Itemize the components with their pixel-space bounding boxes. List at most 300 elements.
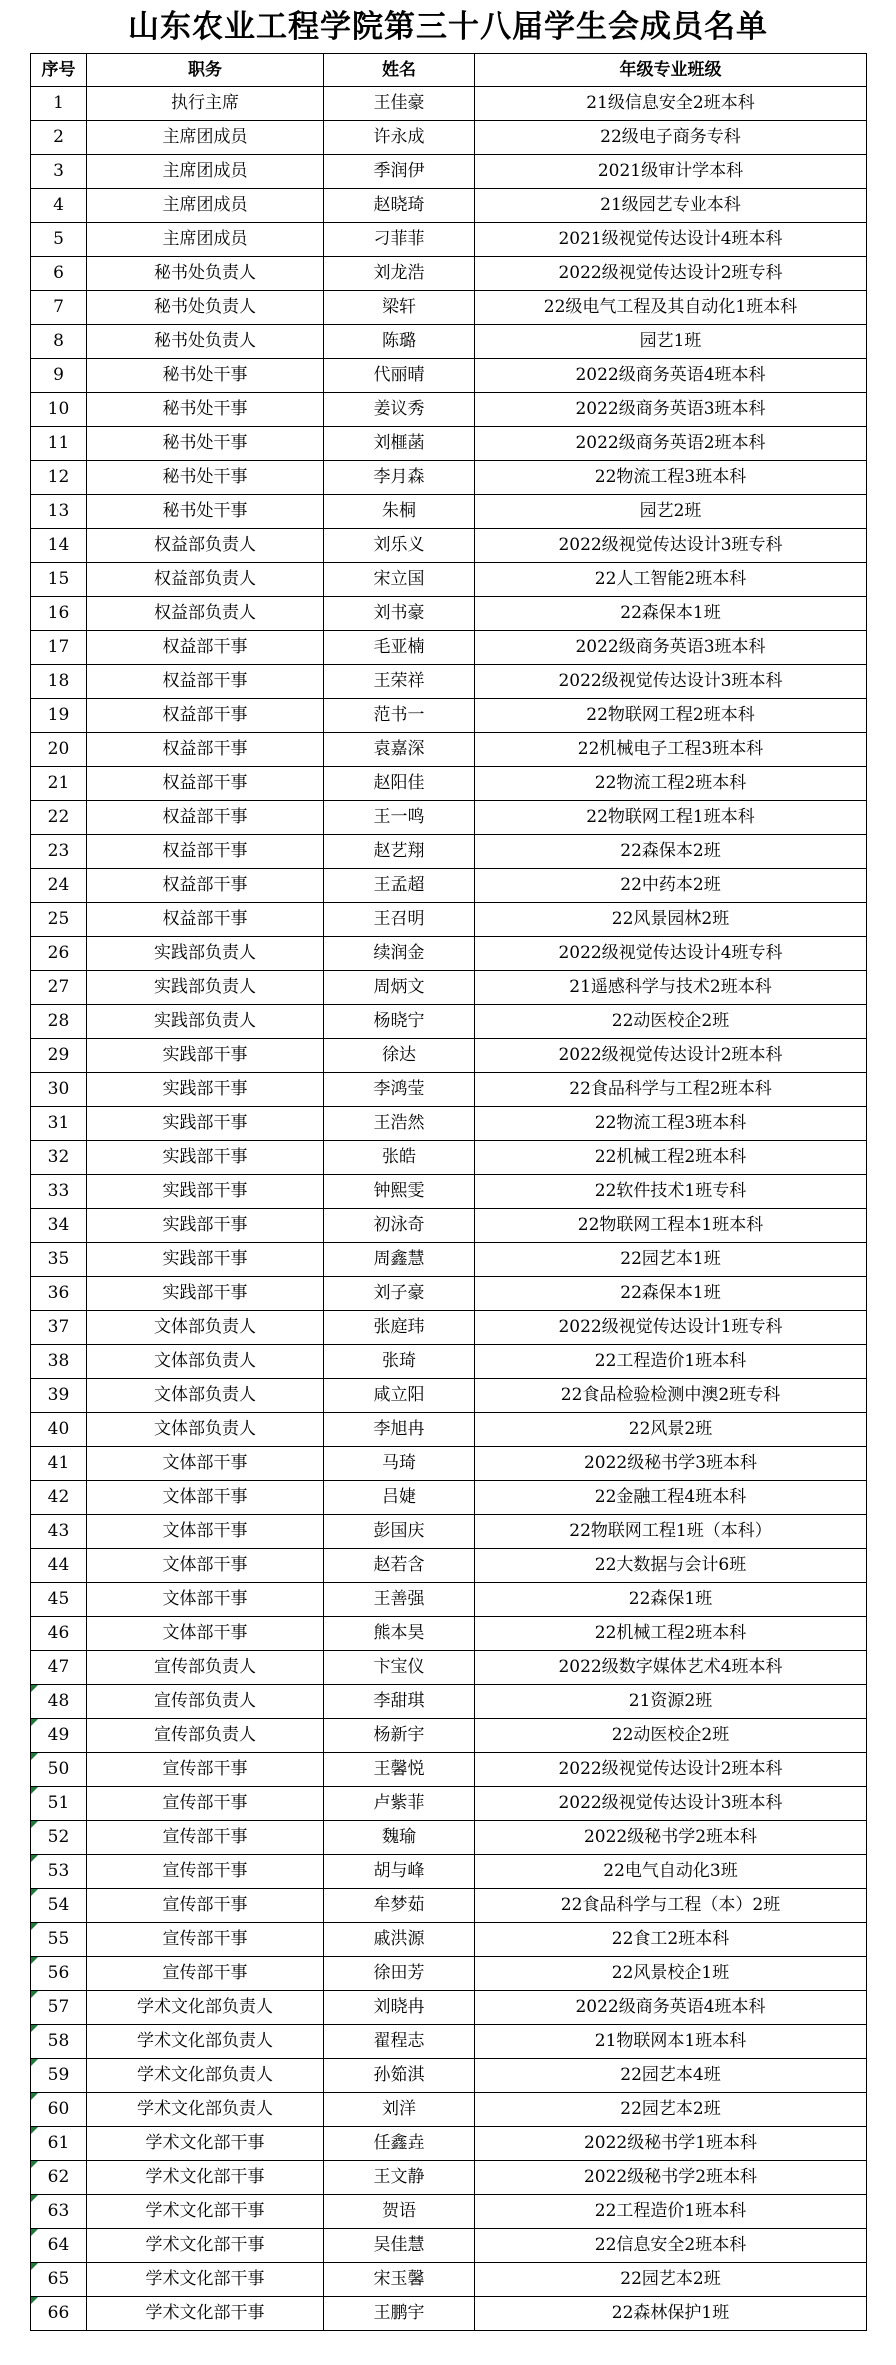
- row-number: 9: [31, 359, 87, 393]
- table-row: [31, 971, 867, 1005]
- row-name: 朱桐: [324, 495, 475, 529]
- row-class: 22机械电子工程3班本科: [475, 733, 867, 767]
- table-row: [31, 461, 867, 495]
- table-row: [31, 1311, 867, 1345]
- row-number: 49: [31, 1719, 87, 1753]
- row-name: 张皓: [324, 1141, 475, 1175]
- table-row: [31, 2195, 867, 2229]
- row-number: 42: [31, 1481, 87, 1515]
- row-class: 22风景园林2班: [475, 903, 867, 937]
- row-class: 2022级视觉传达设计3班专科: [475, 529, 867, 563]
- row-class: 22森保本1班: [475, 1277, 867, 1311]
- row-number: 4: [31, 189, 87, 223]
- row-position: 权益部干事: [87, 869, 324, 903]
- row-number: 28: [31, 1005, 87, 1039]
- row-name: 续润金: [324, 937, 475, 971]
- row-number: 57: [31, 1991, 87, 2025]
- row-name: 熊本昊: [324, 1617, 475, 1651]
- row-number: 14: [31, 529, 87, 563]
- row-number: 44: [31, 1549, 87, 1583]
- table-row: [31, 2025, 867, 2059]
- row-number: 33: [31, 1175, 87, 1209]
- table-row: [31, 155, 867, 189]
- row-class: 2022级商务英语3班本科: [475, 393, 867, 427]
- header-class: 年级专业班级: [475, 54, 867, 87]
- row-position: 实践部负责人: [87, 937, 324, 971]
- row-class: 22信息安全2班本科: [475, 2229, 867, 2263]
- table-row: [31, 835, 867, 869]
- table-row: [31, 1005, 867, 1039]
- row-position: 学术文化部负责人: [87, 2093, 324, 2127]
- row-name: 王佳豪: [324, 87, 475, 121]
- row-name: 孙筎淇: [324, 2059, 475, 2093]
- table-row: [31, 2093, 867, 2127]
- row-position: 实践部干事: [87, 1209, 324, 1243]
- row-position: 实践部干事: [87, 1175, 324, 1209]
- row-name: 卢紫菲: [324, 1787, 475, 1821]
- row-class: 22风景校企1班: [475, 1957, 867, 1991]
- row-number: 12: [31, 461, 87, 495]
- row-number: 2: [31, 121, 87, 155]
- row-position: 学术文化部干事: [87, 2297, 324, 2331]
- row-name: 初泳奇: [324, 1209, 475, 1243]
- table-row: [31, 937, 867, 971]
- row-class: 22食品科学与工程2班本科: [475, 1073, 867, 1107]
- row-class: 22中药本2班: [475, 869, 867, 903]
- member-table: [30, 53, 867, 2331]
- row-name: 刘晓冉: [324, 1991, 475, 2025]
- row-number: 16: [31, 597, 87, 631]
- row-position: 学术文化部负责人: [87, 2059, 324, 2093]
- row-name: 王孟超: [324, 869, 475, 903]
- row-position: 权益部干事: [87, 835, 324, 869]
- row-name: 王浩然: [324, 1107, 475, 1141]
- row-class: 22动医校企2班: [475, 1005, 867, 1039]
- row-position: 秘书处干事: [87, 427, 324, 461]
- row-name: 刁菲菲: [324, 223, 475, 257]
- row-name: 毛亚楠: [324, 631, 475, 665]
- row-class: 2022级商务英语2班本科: [475, 427, 867, 461]
- row-position: 主席团成员: [87, 155, 324, 189]
- row-position: 宣传部干事: [87, 1753, 324, 1787]
- table-row: [31, 767, 867, 801]
- row-number: 13: [31, 495, 87, 529]
- row-number: 50: [31, 1753, 87, 1787]
- row-number: 35: [31, 1243, 87, 1277]
- row-position: 秘书处干事: [87, 495, 324, 529]
- row-position: 权益部负责人: [87, 529, 324, 563]
- row-number: 39: [31, 1379, 87, 1413]
- table-row: [31, 1481, 867, 1515]
- row-position: 主席团成员: [87, 223, 324, 257]
- row-class: 2022级秘书学3班本科: [475, 1447, 867, 1481]
- document-title: 山东农业工程学院第三十八届学生会成员名单: [128, 9, 768, 45]
- row-number: 37: [31, 1311, 87, 1345]
- row-number: 61: [31, 2127, 87, 2161]
- header-position: 职务: [87, 54, 324, 87]
- row-class: 22大数据与会计6班: [475, 1549, 867, 1583]
- row-position: 宣传部干事: [87, 1957, 324, 1991]
- row-position: 文体部负责人: [87, 1379, 324, 1413]
- row-position: 学术文化部负责人: [87, 1991, 324, 2025]
- row-class: 2022级秘书学1班本科: [475, 2127, 867, 2161]
- row-position: 主席团成员: [87, 189, 324, 223]
- row-class: 2022级商务英语4班本科: [475, 359, 867, 393]
- row-class: 2022级视觉传达设计1班专科: [475, 1311, 867, 1345]
- row-number: 53: [31, 1855, 87, 1889]
- row-position: 文体部负责人: [87, 1413, 324, 1447]
- row-position: 秘书处干事: [87, 461, 324, 495]
- row-position: 实践部干事: [87, 1141, 324, 1175]
- row-number: 11: [31, 427, 87, 461]
- row-position: 权益部干事: [87, 903, 324, 937]
- row-number: 66: [31, 2297, 87, 2331]
- row-class: 22物联网工程2班本科: [475, 699, 867, 733]
- row-class: 22物流工程2班本科: [475, 767, 867, 801]
- table-row: [31, 2127, 867, 2161]
- table-row: [31, 121, 867, 155]
- row-name: 王善强: [324, 1583, 475, 1617]
- row-name: 徐田芳: [324, 1957, 475, 1991]
- row-name: 吕婕: [324, 1481, 475, 1515]
- row-number: 38: [31, 1345, 87, 1379]
- row-class: 22动医校企2班: [475, 1719, 867, 1753]
- row-class: 2021级审计学本科: [475, 155, 867, 189]
- row-class: 22食品检验检测中澳2班专科: [475, 1379, 867, 1413]
- row-position: 宣传部干事: [87, 1821, 324, 1855]
- row-position: 实践部负责人: [87, 971, 324, 1005]
- row-name: 赵阳佳: [324, 767, 475, 801]
- row-class: 22机械工程2班本科: [475, 1617, 867, 1651]
- row-number: 62: [31, 2161, 87, 2195]
- row-class: 22园艺本2班: [475, 2263, 867, 2297]
- table-row: [31, 223, 867, 257]
- row-number: 34: [31, 1209, 87, 1243]
- table-row: [31, 1583, 867, 1617]
- row-number: 48: [31, 1685, 87, 1719]
- table-row: [31, 1141, 867, 1175]
- row-name: 陈璐: [324, 325, 475, 359]
- row-class: 2022级视觉传达设计2班本科: [475, 1039, 867, 1073]
- table-row: [31, 1685, 867, 1719]
- row-number: 43: [31, 1515, 87, 1549]
- row-class: 2022级视觉传达设计3班本科: [475, 665, 867, 699]
- row-name: 杨新宇: [324, 1719, 475, 1753]
- row-position: 文体部干事: [87, 1447, 324, 1481]
- row-class: 22森保本1班: [475, 597, 867, 631]
- row-name: 刘洋: [324, 2093, 475, 2127]
- row-position: 权益部干事: [87, 767, 324, 801]
- row-number: 26: [31, 937, 87, 971]
- row-class: 22电气自动化3班: [475, 1855, 867, 1889]
- table-row: [31, 665, 867, 699]
- table-row: [31, 1515, 867, 1549]
- row-class: 22森林保护1班: [475, 2297, 867, 2331]
- row-name: 刘子豪: [324, 1277, 475, 1311]
- table-row: [31, 2263, 867, 2297]
- row-number: 65: [31, 2263, 87, 2297]
- table-row: [31, 1107, 867, 1141]
- table-row: [31, 801, 867, 835]
- row-number: 18: [31, 665, 87, 699]
- row-position: 学术文化部干事: [87, 2229, 324, 2263]
- row-name: 徐达: [324, 1039, 475, 1073]
- row-class: 2022级数字媒体艺术4班本科: [475, 1651, 867, 1685]
- row-class: 22物联网工程1班本科: [475, 801, 867, 835]
- row-number: 63: [31, 2195, 87, 2229]
- row-name: 许永成: [324, 121, 475, 155]
- table-row: [31, 631, 867, 665]
- row-class: 21物联网本1班本科: [475, 2025, 867, 2059]
- row-position: 秘书处干事: [87, 359, 324, 393]
- row-position: 文体部干事: [87, 1549, 324, 1583]
- row-position: 学术文化部负责人: [87, 2025, 324, 2059]
- row-class: 21级园艺专业本科: [475, 189, 867, 223]
- row-class: 2021级视觉传达设计4班本科: [475, 223, 867, 257]
- row-name: 赵晓琦: [324, 189, 475, 223]
- row-class: 2022级秘书学2班本科: [475, 2161, 867, 2195]
- row-number: 51: [31, 1787, 87, 1821]
- row-position: 宣传部干事: [87, 1787, 324, 1821]
- row-number: 41: [31, 1447, 87, 1481]
- table-row: [31, 1889, 867, 1923]
- table-row: [31, 1549, 867, 1583]
- row-class: 22森保1班: [475, 1583, 867, 1617]
- row-number: 59: [31, 2059, 87, 2093]
- row-number: 24: [31, 869, 87, 903]
- row-position: 宣传部干事: [87, 1855, 324, 1889]
- row-name: 牟梦茹: [324, 1889, 475, 1923]
- row-name: 彭国庆: [324, 1515, 475, 1549]
- table-row: [31, 2059, 867, 2093]
- row-number: 46: [31, 1617, 87, 1651]
- row-name: 袁嘉深: [324, 733, 475, 767]
- row-name: 咸立阳: [324, 1379, 475, 1413]
- row-number: 27: [31, 971, 87, 1005]
- row-name: 翟程志: [324, 2025, 475, 2059]
- row-name: 李月森: [324, 461, 475, 495]
- row-position: 文体部干事: [87, 1617, 324, 1651]
- row-position: 秘书处负责人: [87, 257, 324, 291]
- row-position: 宣传部负责人: [87, 1685, 324, 1719]
- row-number: 1: [31, 87, 87, 121]
- row-position: 文体部干事: [87, 1583, 324, 1617]
- row-position: 学术文化部干事: [87, 2195, 324, 2229]
- row-class: 21资源2班: [475, 1685, 867, 1719]
- row-position: 权益部干事: [87, 665, 324, 699]
- table-row: [31, 1379, 867, 1413]
- row-position: 权益部负责人: [87, 563, 324, 597]
- table-row: [31, 325, 867, 359]
- row-name: 王鹏宇: [324, 2297, 475, 2331]
- table-row: [31, 1923, 867, 1957]
- row-name: 马琦: [324, 1447, 475, 1481]
- table-row: [31, 1277, 867, 1311]
- row-number: 6: [31, 257, 87, 291]
- row-position: 文体部干事: [87, 1515, 324, 1549]
- table-row: [31, 2229, 867, 2263]
- row-number: 36: [31, 1277, 87, 1311]
- table-row: [31, 1991, 867, 2025]
- row-position: 宣传部干事: [87, 1923, 324, 1957]
- row-name: 王荣祥: [324, 665, 475, 699]
- row-name: 周鑫慧: [324, 1243, 475, 1277]
- row-name: 刘龙浩: [324, 257, 475, 291]
- row-number: 7: [31, 291, 87, 325]
- row-name: 赵艺翔: [324, 835, 475, 869]
- row-name: 李甜琪: [324, 1685, 475, 1719]
- row-class: 22人工智能2班本科: [475, 563, 867, 597]
- row-class: 22食工2班本科: [475, 1923, 867, 1957]
- row-name: 王一鸣: [324, 801, 475, 835]
- table-row: [31, 1073, 867, 1107]
- row-position: 执行主席: [87, 87, 324, 121]
- table-row: [31, 1617, 867, 1651]
- table-row: [31, 291, 867, 325]
- row-position: 宣传部干事: [87, 1889, 324, 1923]
- row-number: 47: [31, 1651, 87, 1685]
- row-position: 权益部干事: [87, 699, 324, 733]
- row-position: 实践部干事: [87, 1073, 324, 1107]
- table-header-row: [31, 54, 867, 87]
- table-row: [31, 699, 867, 733]
- table-row: [31, 2297, 867, 2331]
- row-number: 58: [31, 2025, 87, 2059]
- row-position: 秘书处干事: [87, 393, 324, 427]
- table-row: [31, 1719, 867, 1753]
- row-name: 张琦: [324, 1345, 475, 1379]
- row-name: 张庭玮: [324, 1311, 475, 1345]
- row-name: 赵若含: [324, 1549, 475, 1583]
- row-name: 吴佳慧: [324, 2229, 475, 2263]
- row-number: 23: [31, 835, 87, 869]
- row-class: 22园艺本2班: [475, 2093, 867, 2127]
- table-row: [31, 733, 867, 767]
- row-number: 8: [31, 325, 87, 359]
- row-class: 21遥感科学与技术2班本科: [475, 971, 867, 1005]
- row-position: 实践部负责人: [87, 1005, 324, 1039]
- row-name: 代丽晴: [324, 359, 475, 393]
- header-number: 序号: [31, 54, 87, 87]
- row-number: 64: [31, 2229, 87, 2263]
- row-name: 宋玉馨: [324, 2263, 475, 2297]
- row-class: 2022级视觉传达设计2班本科: [475, 1753, 867, 1787]
- row-class: 园艺2班: [475, 495, 867, 529]
- table-row: [31, 1753, 867, 1787]
- row-number: 30: [31, 1073, 87, 1107]
- row-name: 王文静: [324, 2161, 475, 2195]
- row-class: 21级信息安全2班本科: [475, 87, 867, 121]
- row-number: 55: [31, 1923, 87, 1957]
- row-name: 季润伊: [324, 155, 475, 189]
- row-position: 文体部负责人: [87, 1311, 324, 1345]
- row-number: 56: [31, 1957, 87, 1991]
- row-position: 实践部干事: [87, 1107, 324, 1141]
- row-name: 戚洪源: [324, 1923, 475, 1957]
- row-class: 园艺1班: [475, 325, 867, 359]
- row-number: 15: [31, 563, 87, 597]
- row-position: 主席团成员: [87, 121, 324, 155]
- table-body: [31, 87, 867, 2331]
- table-row: [31, 1787, 867, 1821]
- row-number: 5: [31, 223, 87, 257]
- row-class: 22工程造价1班本科: [475, 2195, 867, 2229]
- row-name: 钟熙雯: [324, 1175, 475, 1209]
- table-row: [31, 1175, 867, 1209]
- table-row: [31, 1345, 867, 1379]
- row-name: 姜议秀: [324, 393, 475, 427]
- row-class: 2022级商务英语4班本科: [475, 1991, 867, 2025]
- row-position: 学术文化部干事: [87, 2263, 324, 2297]
- row-name: 卞宝仪: [324, 1651, 475, 1685]
- row-class: 22软件技术1班专科: [475, 1175, 867, 1209]
- row-number: 60: [31, 2093, 87, 2127]
- table-row: [31, 563, 867, 597]
- row-position: 实践部干事: [87, 1243, 324, 1277]
- row-number: 25: [31, 903, 87, 937]
- row-name: 胡与峰: [324, 1855, 475, 1889]
- row-position: 实践部干事: [87, 1277, 324, 1311]
- row-name: 刘书豪: [324, 597, 475, 631]
- table-row: [31, 1209, 867, 1243]
- row-position: 权益部干事: [87, 733, 324, 767]
- row-name: 杨晓宁: [324, 1005, 475, 1039]
- row-class: 22园艺本4班: [475, 2059, 867, 2093]
- row-class: 22园艺本1班: [475, 1243, 867, 1277]
- row-position: 宣传部负责人: [87, 1719, 324, 1753]
- table-row: [31, 359, 867, 393]
- row-number: 17: [31, 631, 87, 665]
- row-position: 实践部干事: [87, 1039, 324, 1073]
- row-class: 22物联网工程1班（本科）: [475, 1515, 867, 1549]
- table-row: [31, 1651, 867, 1685]
- row-name: 刘榧菡: [324, 427, 475, 461]
- row-name: 李鸿莹: [324, 1073, 475, 1107]
- row-class: 22工程造价1班本科: [475, 1345, 867, 1379]
- table-row: [31, 393, 867, 427]
- row-class: 2022级视觉传达设计2班专科: [475, 257, 867, 291]
- row-name: 李旭冉: [324, 1413, 475, 1447]
- row-position: 秘书处负责人: [87, 291, 324, 325]
- row-name: 贺语: [324, 2195, 475, 2229]
- row-number: 32: [31, 1141, 87, 1175]
- row-name: 王召明: [324, 903, 475, 937]
- table-row: [31, 495, 867, 529]
- table-row: [31, 257, 867, 291]
- row-name: 王馨悦: [324, 1753, 475, 1787]
- row-class: 22金融工程4班本科: [475, 1481, 867, 1515]
- row-name: 范书一: [324, 699, 475, 733]
- table-row: [31, 903, 867, 937]
- table-row: [31, 1413, 867, 1447]
- row-name: 梁轩: [324, 291, 475, 325]
- row-position: 秘书处负责人: [87, 325, 324, 359]
- row-position: 学术文化部干事: [87, 2127, 324, 2161]
- row-class: 22物联网工程本1班本科: [475, 1209, 867, 1243]
- table-row: [31, 1821, 867, 1855]
- row-number: 21: [31, 767, 87, 801]
- row-number: 54: [31, 1889, 87, 1923]
- row-position: 学术文化部干事: [87, 2161, 324, 2195]
- row-class: 22级电子商务专科: [475, 121, 867, 155]
- table-row: [31, 1039, 867, 1073]
- table-row: [31, 529, 867, 563]
- row-number: 45: [31, 1583, 87, 1617]
- row-class: 22森保本2班: [475, 835, 867, 869]
- row-name: 魏瑜: [324, 1821, 475, 1855]
- row-position: 宣传部负责人: [87, 1651, 324, 1685]
- table-row: [31, 1447, 867, 1481]
